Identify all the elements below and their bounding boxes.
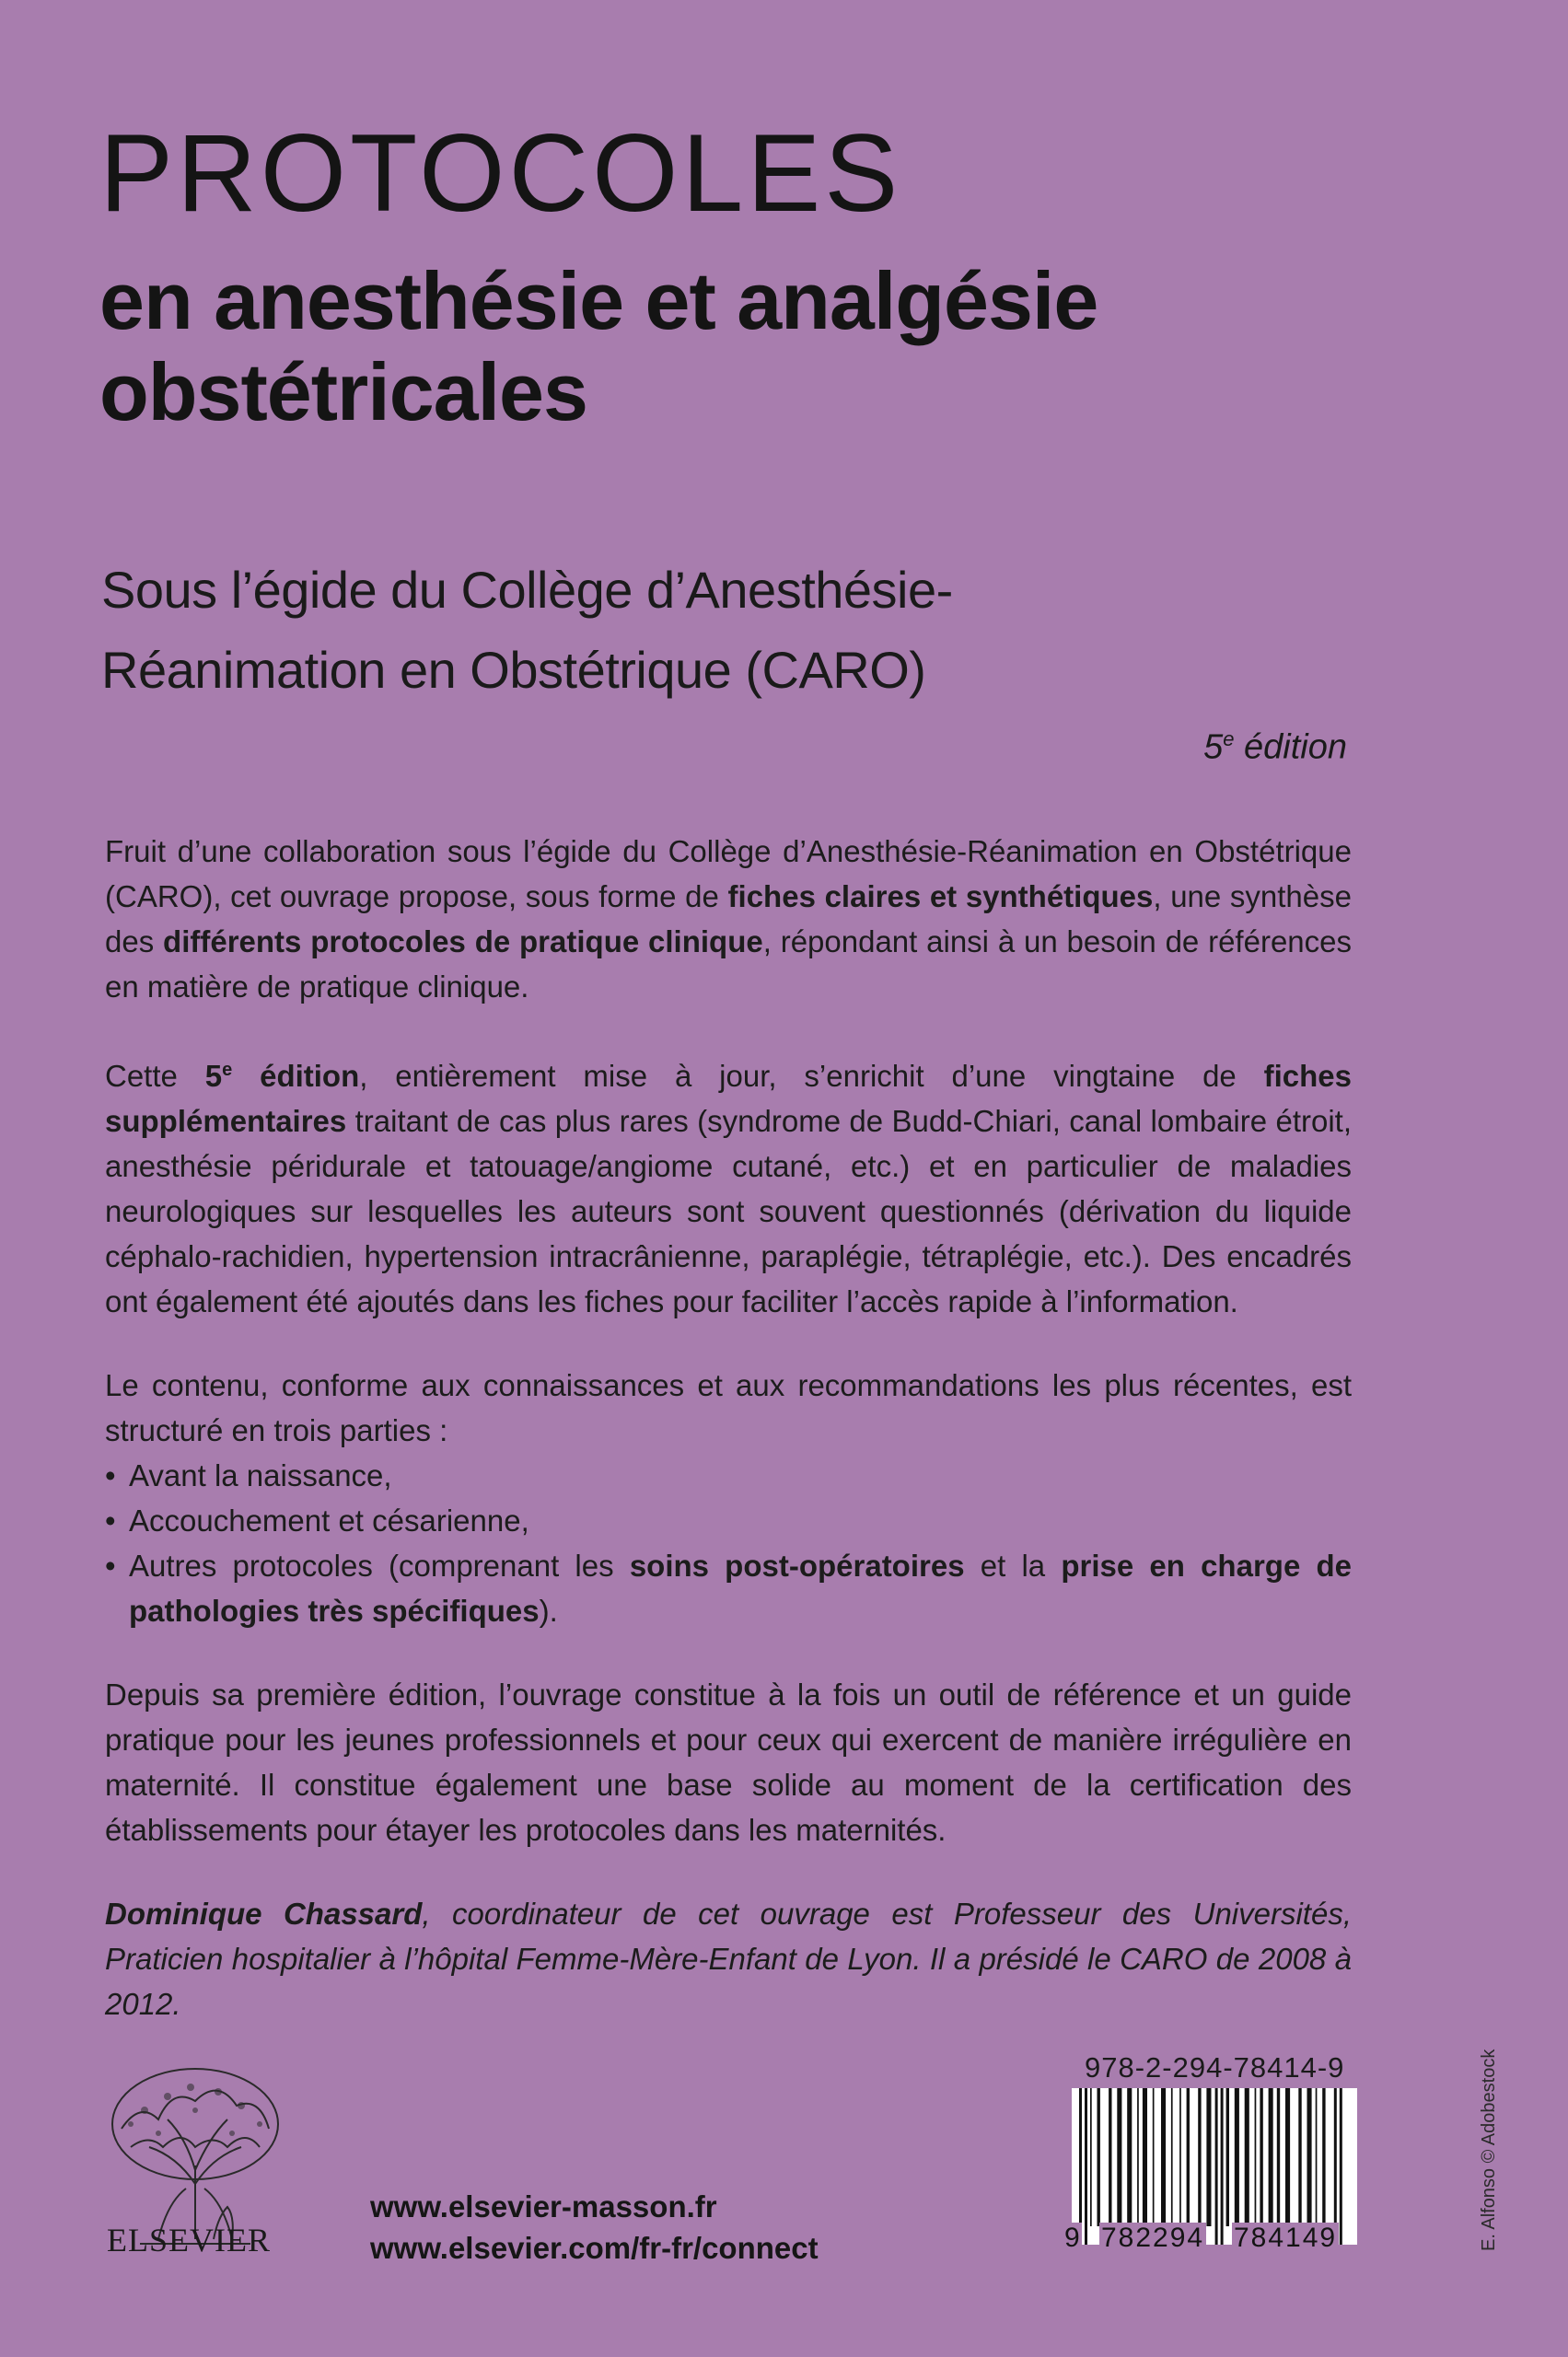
barcode-digit-group: 782294 (1101, 2223, 1205, 2253)
paragraph-edition (105, 1048, 1352, 1324)
list-item (105, 1543, 1352, 1633)
text-run: Fruit d’une collaboration sous l’égide du Collège d’Anesthésie-Réanimation en Obstétrique (CARO), cet ouvrage propose, sous forme de (105, 834, 1352, 913)
isbn-barcode (1072, 2088, 1357, 2245)
bold-run: fiches claires et synthétiques (727, 879, 1154, 913)
paragraph-intro (105, 829, 1352, 1009)
text-run: , une synthèse des (105, 879, 1352, 958)
bold-run: prise en charge de pathologies très spécifiques (129, 1549, 1352, 1628)
website-link[interactable]: www.elsevier.com/fr-fr/connect (370, 2231, 819, 2265)
text-run: ). (539, 1594, 558, 1628)
list-item: • Accouchement et césarienne, (105, 1498, 1352, 1543)
text-run: traitant de cas plus rares (syndrome de Budd-Chiari, canal lombaire étroit, anesthésie péridurale et tatouage/angiome cutané, etc.) et en particulier de maladies neurologiques sur lesquelles les auteurs sont souvent questionnés (dérivation du liquide céphalo-rachidien, hypertension intracrânienne, paraplégie, tétraplégie, etc.). Des encadrés ont également été ajoutés dans les fiches pour faciliter l’accès rapide à l’information. (105, 1104, 1352, 1318)
list-item: • Avant la naissance, (105, 1453, 1352, 1498)
author-bio (105, 1891, 1352, 2026)
egide-statement (101, 551, 1344, 711)
bold-run: différents protocoles de pratique clinique (163, 924, 763, 958)
edition-number: 5 (204, 1059, 223, 1093)
photo-credit: E. Alfonso © Adobestock (1479, 2049, 1499, 2251)
isbn-number: 978-2-294-78414-9 (1085, 2051, 1345, 2084)
text-run: , répondant ainsi à un besoin de références en matière de pratique clinique. (105, 924, 1353, 1004)
text-run: , coordinateur de cet ouvrage est Professeur des Universités, Praticien hospitalier à l’hôpital Femme-Mère-Enfant de Lyon. Il a présidé le CARO de 2008 à 2012. (105, 1897, 1353, 2021)
text-run: et la (964, 1549, 1062, 1583)
bold-run: soins post-opératoires (629, 1549, 965, 1583)
edition-word: édition (1234, 727, 1347, 767)
edition-superscript: e (1223, 727, 1235, 750)
author-name: Dominique Chassard (105, 1897, 423, 1931)
text-run: , entièrement mise à jour, s’enrichit d’une vingtaine de (359, 1059, 1264, 1093)
edition-word: édition (232, 1059, 360, 1093)
bold-run (205, 1059, 360, 1093)
website-link[interactable]: www.elsevier-masson.fr (370, 2189, 717, 2223)
egide-line-2: Réanimation en Obstétrique (CARO) (101, 640, 926, 699)
text-run: Le contenu, conforme aux connaissances et aux recommandations les plus récentes, est structuré en trois parties : (105, 1368, 1352, 1447)
text-run: Autres protocoles (comprenant les (129, 1549, 630, 1583)
text-run: Cette (105, 1059, 205, 1093)
publisher-websites (370, 2186, 819, 2269)
barcode-digit-first: 9 (1064, 2223, 1080, 2253)
subtitle-line-2: obstétricales (99, 345, 587, 437)
edition-label (1203, 727, 1347, 768)
description-body (105, 829, 1352, 2065)
publisher-name: ELSEVIER (107, 2222, 271, 2258)
paragraph-structure (105, 1363, 1352, 1453)
paragraph-reference: Depuis sa première édition, l’ouvrage constitue à la fois un outil de référence et un guide pratique pour les jeunes professionnels et pour ceux qui exercent de manière irrégulière en maternité. Il constitue également une base solide au moment de la certification des établissements pour étayer les protocoles dans les maternités. (105, 1678, 1352, 1847)
barcode-digits (1064, 2223, 1363, 2256)
edition-number: 5 (1203, 727, 1224, 767)
subtitle-line-1: en anesthésie et analgésie (99, 255, 1098, 346)
structure-list (105, 1453, 1352, 1633)
book-subtitle (99, 256, 1388, 437)
barcode-digit-group: 784149 (1234, 2223, 1338, 2253)
bold-run: fiches supplémentaires (105, 1059, 1353, 1138)
egide-line-1: Sous l’égide du Collège d’Anesthésie- (101, 561, 953, 619)
book-title: PROTOCOLES (99, 111, 902, 235)
edition-superscript: e (222, 1060, 233, 1080)
